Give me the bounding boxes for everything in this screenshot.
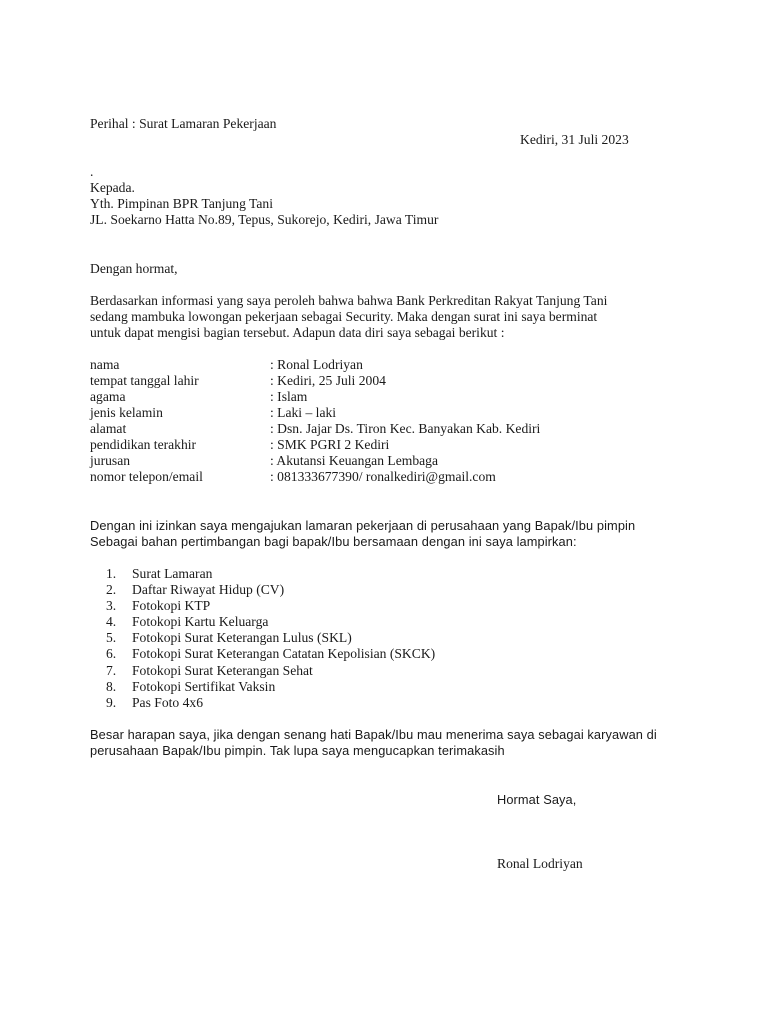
list-item: [106, 566, 435, 582]
list-number: 2.: [106, 582, 117, 598]
stray-dot: .: [90, 164, 94, 179]
sign-off: Hormat Saya,: [497, 792, 577, 807]
data-value: : Dsn. Jajar Ds. Tiron Kec. Banyakan Kab. Kediri: [270, 421, 541, 436]
data-label: jenis kelamin: [90, 405, 163, 420]
intro-line: untuk dapat mengisi bagian tersebut. Adapun data diri saya sebagai berikut :: [90, 325, 505, 340]
data-row: [90, 357, 690, 373]
data-label: tempat tanggal lahir: [90, 373, 199, 388]
list-number: 7.: [106, 662, 117, 678]
data-value: : Akutansi Keuangan Lembaga: [270, 453, 438, 468]
attachment-list: [106, 566, 435, 711]
list-number: 6.: [106, 646, 117, 662]
data-label: nama: [90, 357, 120, 372]
intro-line: Berdasarkan informasi yang saya peroleh bahwa bahwa Bank Perkreditan Rakyat Tanjung Tani: [90, 293, 608, 308]
list-number: 9.: [106, 694, 117, 710]
data-value: : Ronal Lodriyan: [270, 357, 363, 372]
letter-date: Kediri, 31 Juli 2023: [520, 132, 629, 147]
data-row: [90, 405, 690, 421]
recipient-name: Yth. Pimpinan BPR Tanjung Tani: [90, 196, 274, 211]
data-label: pendidikan terakhir: [90, 437, 197, 452]
data-row: [90, 421, 690, 437]
data-row: [90, 437, 690, 453]
list-item: [106, 582, 435, 598]
data-row: [90, 469, 690, 485]
signature-name: Ronal Lodriyan: [497, 856, 583, 871]
list-text: Fotokopi Surat Keterangan Lulus (SKL): [132, 630, 352, 646]
application-line: Sebagai bahan pertimbangan bagi bapak/Ibu bersamaan dengan ini saya lampirkan:: [90, 534, 577, 549]
recipient-to: Kepada.: [90, 180, 135, 195]
list-text: Fotokopi Surat Keterangan Sehat: [132, 662, 313, 678]
data-label: agama: [90, 389, 126, 404]
list-text: Fotokopi KTP: [132, 598, 211, 614]
list-text: Surat Lamaran: [132, 566, 213, 581]
list-text: Daftar Riwayat Hidup (CV): [132, 582, 285, 598]
data-value: : 081333677390/ ronalkediri@gmail.com: [270, 469, 496, 484]
list-item: [106, 598, 435, 614]
data-value: : SMK PGRI 2 Kediri: [270, 437, 390, 452]
list-number: 4.: [106, 614, 117, 630]
list-text: Fotokopi Kartu Keluarga: [132, 614, 269, 630]
list-item: [106, 614, 435, 630]
list-number: 8.: [106, 678, 117, 694]
list-item: [106, 679, 435, 695]
list-item: [106, 630, 435, 646]
data-label: nomor telepon/email: [90, 469, 203, 484]
list-text: Fotokopi Sertifikat Vaksin: [132, 678, 276, 694]
list-number: 1.: [106, 566, 117, 581]
application-line: Dengan ini izinkan saya mengajukan lamaran pekerjaan di perusahaan yang Bapak/Ibu pimpin: [90, 518, 636, 533]
greeting: Dengan hormat,: [90, 261, 178, 276]
list-text: Pas Foto 4x6: [132, 694, 204, 710]
data-value: : Laki – laki: [270, 405, 337, 420]
data-row: [90, 373, 690, 389]
data-label: jurusan: [90, 453, 131, 468]
list-item: [106, 695, 435, 711]
data-row: [90, 453, 690, 469]
data-row: [90, 389, 690, 405]
data-label: alamat: [90, 421, 127, 436]
list-number: 3.: [106, 598, 117, 614]
data-value: : Islam: [270, 389, 308, 404]
intro-line: sedang mambuka lowongan pekerjaan sebagai Security. Maka dengan surat ini saya berminat: [90, 309, 598, 324]
letter-subject: Perihal : Surat Lamaran Pekerjaan: [90, 116, 277, 131]
closing-paragraph-line: Besar harapan saya, jika dengan senang hati Bapak/Ibu mau menerima saya sebagai karyawan di: [90, 727, 657, 742]
closing-paragraph-line: perusahaan Bapak/Ibu pimpin. Tak lupa saya mengucapkan terimakasih: [90, 743, 505, 758]
list-item: [106, 646, 435, 662]
list-number: 5.: [106, 630, 117, 646]
list-item: [106, 663, 435, 679]
data-value: : Kediri, 25 Juli 2004: [270, 373, 386, 388]
list-text: Fotokopi Surat Keterangan Catatan Kepolisian (SKCK): [132, 646, 436, 662]
recipient-address: JL. Soekarno Hatta No.89, Tepus, Sukorejo, Kediri, Jawa Timur: [90, 212, 439, 227]
